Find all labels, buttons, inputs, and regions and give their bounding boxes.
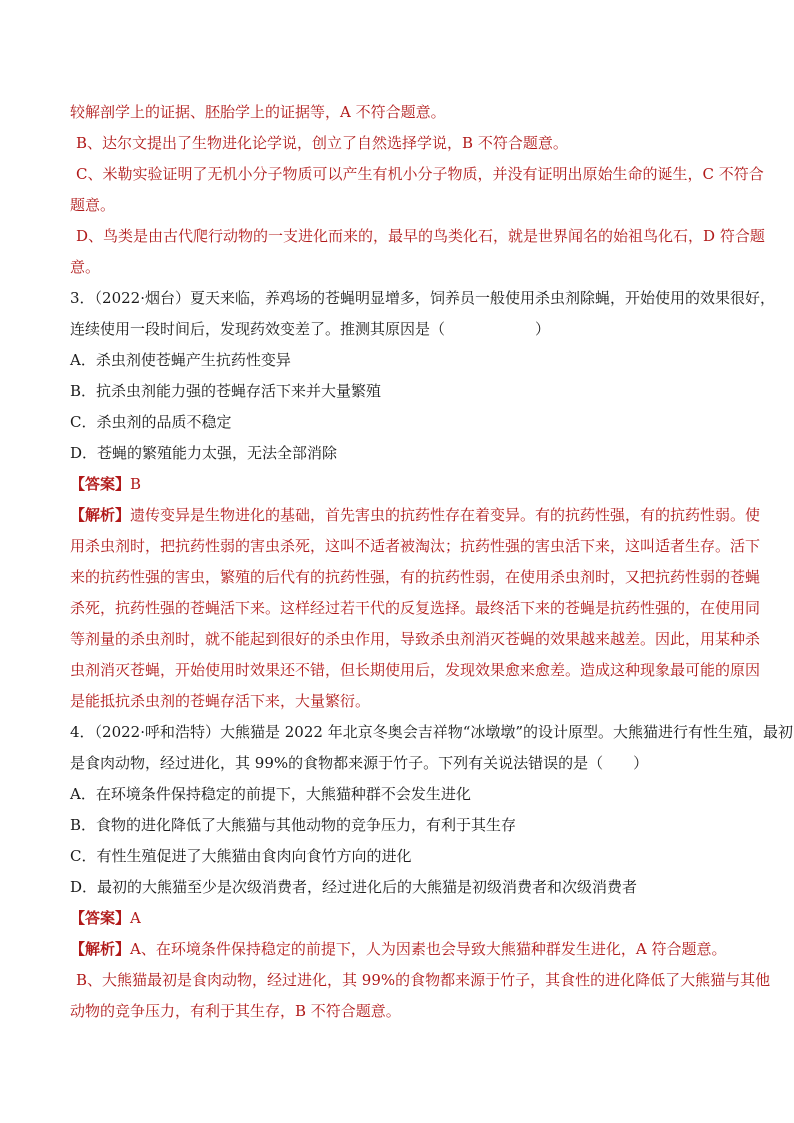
- question-4-stem: 4．（2022·呼和浩特）大熊猫是 2022 年北京冬奥会吉祥物“冰墩墩”的设计原型。大熊猫进行有性生殖，最初: [70, 723, 794, 741]
- analysis-line: 等剂量的杀虫剂时，就不能起到很好的杀虫作用，导致杀虫剂消灭苍蝇的效果越来越差。因此，用某种杀: [70, 630, 761, 648]
- document-page: [70, 97, 794, 1027]
- analysis-tag: 【解析】: [70, 506, 131, 524]
- answer-tag: 【答案】: [70, 909, 131, 927]
- analysis-option-c: C、米勒实验证明了无机小分子物质可以产生有机小分子物质，并没有证明出原始生命的诞生，C 不符合: [76, 165, 764, 183]
- analysis-line: 用杀虫剂时，把抗药性弱的害虫杀死，这叫不适者被淘汰；抗药性强的害虫活下来，这叫适者生存。活下: [70, 537, 761, 555]
- analysis-line: 较解剖学上的证据、胚胎学上的证据等，A 不符合题意。: [70, 103, 446, 121]
- question-3-stem-cont: 连续使用一段时间后，发现药效变差了。推测其原因是（ ）: [70, 320, 551, 338]
- analysis-line: 虫剂消灭苍蝇，开始使用时效果还不错，但长期使用后，发现效果愈来愈差。造成这种现象最可能的原因: [70, 661, 761, 679]
- question-4-option-d: D．最初的大熊猫至少是次级消费者，经过进化后的大熊猫是初级消费者和次级消费者: [70, 878, 638, 896]
- analysis-tag: 【解析】: [70, 940, 131, 958]
- analysis-option-d: D、鸟类是由古代爬行动物的一支进化而来的，最早的鸟类化石，就是世界闻名的始祖鸟化石，D 符合题: [76, 227, 765, 245]
- analysis-option-b: B、大熊猫最初是食肉动物，经过进化，其 99%的食物都来源于竹子，其食性的进化降低了大熊猫与其他: [76, 971, 771, 989]
- analysis-line: 杀死，抗药性强的苍蝇活下来。这样经过若干代的反复选择。最终活下来的苍蝇是抗药性强的，在使用同: [70, 599, 761, 617]
- question-4-option-c: C．有性生殖促进了大熊猫由食肉向食竹方向的进化: [70, 847, 412, 865]
- question-3-analysis: [70, 500, 761, 531]
- question-4-stem-cont: 是食肉动物，经过进化，其 99%的食物都来源于竹子。下列有关说法错误的是（ ）: [70, 754, 649, 772]
- analysis-line: 来的抗药性强的害虫，繁殖的后代有的抗药性强，有的抗药性弱，在使用杀虫剂时，又把抗药性弱的苍蝇: [70, 568, 761, 586]
- question-4-analysis: [70, 934, 730, 965]
- question-3-option-d: D．苍蝇的繁殖能力太强，无法全部消除: [70, 444, 338, 462]
- answer-value: B: [130, 475, 142, 493]
- question-4-option-a: A．在环境条件保持稳定的前提下，大熊猫种群不会发生进化: [70, 785, 471, 803]
- question-3-option-a: A．杀虫剂使苍蝇产生抗药性变异: [70, 351, 291, 369]
- question-3-answer: [70, 469, 730, 500]
- question-3-stem: 3．（2022·烟台）夏天来临，养鸡场的苍蝇明显增多，饲养员一般使用杀虫剂除蝇，开始使用的效果很好，: [70, 289, 775, 307]
- analysis-option-b-cont: 动物的竞争压力，有利于其生存，B 不符合题意。: [70, 1002, 401, 1020]
- question-4-answer: [70, 903, 730, 934]
- answer-tag: 【答案】: [70, 475, 131, 493]
- question-4-option-b: B．食物的进化降低了大熊猫与其他动物的竞争压力，有利于其生存: [70, 816, 517, 834]
- analysis-option-b: B、达尔文提出了生物进化论学说，创立了自然选择学说，B 不符合题意。: [76, 134, 568, 152]
- analysis-text: A、在环境条件保持稳定的前提下，人为因素也会导致大熊猫种群发生进化，A 符合题意。: [130, 940, 727, 958]
- analysis-option-d-cont: 意。: [70, 258, 101, 276]
- question-3-option-b: B．抗杀虫剂能力强的苍蝇存活下来并大量繁殖: [70, 382, 382, 400]
- question-3-option-c: C．杀虫剂的品质不稳定: [70, 413, 232, 431]
- analysis-line: 是能抵抗杀虫剂的苍蝇存活下来，大量繁衍。: [70, 692, 371, 710]
- analysis-option-c-cont: 题意。: [70, 196, 116, 214]
- answer-value: A: [130, 909, 141, 927]
- analysis-text: 遗传变异是生物进化的基础，首先害虫的抗药性存在着变异。有的抗药性强，有的抗药性弱。使: [130, 506, 761, 524]
